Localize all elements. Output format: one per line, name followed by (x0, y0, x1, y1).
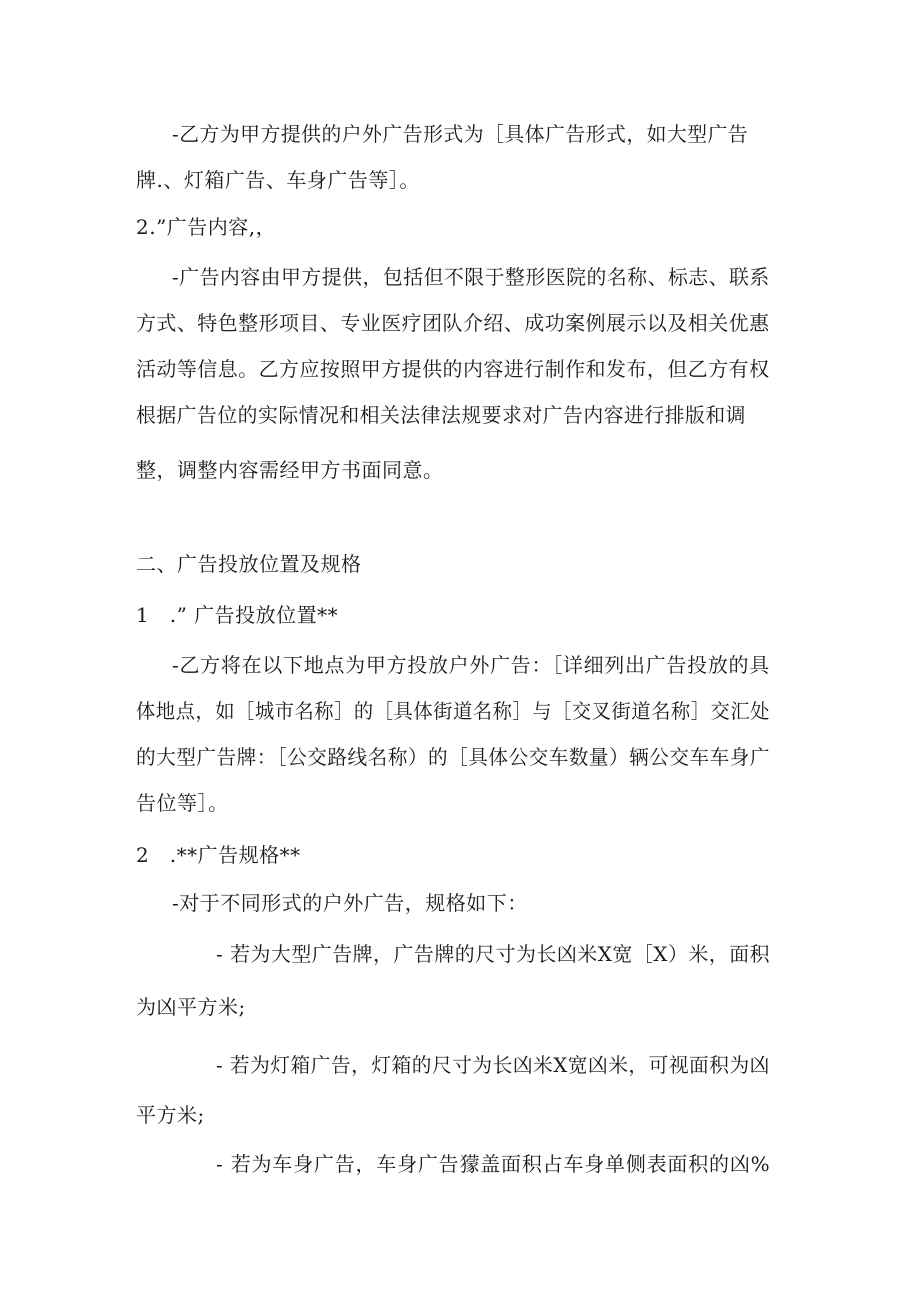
paragraph-line: 整，调整内容需经甲方书面同意。 (136, 458, 444, 482)
list-item-line: - 若为灯箱广告，灯箱的尺寸为长凶米X宽凶米，可视面积为凶 (216, 1053, 770, 1077)
paragraph-line: 根据广告位的实际情况和相关法律法规要求对广告内容进行排版和调 (136, 403, 746, 427)
chapter-heading: 二、广告投放位置及规格 (136, 552, 362, 576)
section-heading: 1 .” 广告投放位置** (136, 603, 339, 627)
paragraph-line: 方式、特色整形项目、专业医疗团队介绍、成功案例展示以及相关优惠 (136, 311, 770, 335)
paragraph-line: -乙方将在以下地点为甲方投放户外广告：［详细列出广告投放的具 (172, 653, 770, 677)
paragraph-line: -广告内容由甲方提供，包括但不限于整形医院的名称、标志、联系 (172, 265, 770, 289)
paragraph-line: 牌.、灯箱广告、车身广告等］。 (136, 168, 420, 192)
paragraph-line: 活动等信息。乙方应按照甲方提供的内容进行制作和发布，但乙方有权 (136, 357, 770, 381)
paragraph-line: 体地点，如［城市名称］的［具体街道名称］与［交叉街道名称］交汇处 (136, 699, 770, 723)
paragraph-line: -对于不同形式的户外广告，规格如下： (172, 891, 528, 915)
list-item-line: 平方米; (136, 1103, 205, 1127)
paragraph-line: 告位等］。 (136, 791, 229, 815)
list-item-line: - 若为大型广告牌，广告牌的尺寸为长凶米X宽［X）米，面积 (216, 942, 771, 966)
section-heading: 2 .**广告规格** (136, 843, 301, 867)
list-item-line: 为凶平方米; (136, 995, 246, 1019)
paragraph-line: 的大型广告牌：［公交路线名称）的［具体公交车数量）辆公交车车身广 (136, 745, 770, 769)
list-item-line: - 若为车身广告，车身广告獴盖面积占车身单侧表面积的凶% (216, 1152, 771, 1176)
section-heading: 2.”广告内容,， (136, 215, 277, 239)
paragraph-line: -乙方为甲方提供的户外广告形式为［具体广告形式，如大型广告 (172, 122, 749, 146)
